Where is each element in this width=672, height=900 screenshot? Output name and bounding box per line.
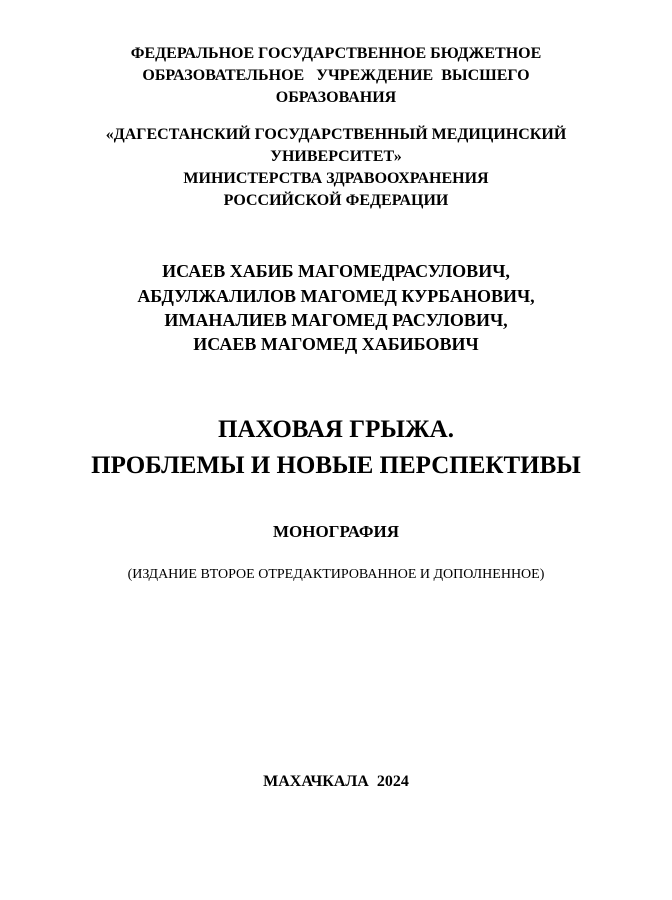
author-2: АБДУЛЖАЛИЛОВ МАГОМЕД КУРБАНОВИЧ, — [137, 286, 535, 306]
institution-line-1: ФЕДЕРАЛЬНОЕ ГОСУДАРСТВЕННОЕ БЮДЖЕТНОЕ — [130, 45, 542, 62]
institution-line-2: ОБРАЗОВАТЕЛЬНОЕ УЧРЕЖДЕНИЕ ВЫСШЕГО — [142, 67, 530, 84]
author-4: ИСАЕВ МАГОМЕД ХАБИБОВИЧ — [193, 334, 479, 354]
ministry-line-2: РОССИЙСКОЙ ФЕДЕРАЦИИ — [223, 192, 449, 209]
title-line-2: ПРОБЛЕМЫ И НОВЫЕ ПЕРСПЕКТИВЫ — [91, 452, 581, 479]
university-line-1: «ДАГЕСТАНСКИЙ ГОСУДАРСТВЕННЫЙ МЕДИЦИНСКИЙ — [105, 126, 567, 143]
author-3: ИМАНАЛИЕВ МАГОМЕД РАСУЛОВИЧ, — [164, 310, 508, 330]
title-line-1: ПАХОВАЯ ГРЫЖА. — [218, 416, 454, 443]
genre-label: МОНОГРАФИЯ — [272, 522, 400, 541]
ministry-line-1: МИНИСТЕРСТВА ЗДРАВООХРАНЕНИЯ — [183, 170, 489, 187]
institution-line-3: ОБРАЗОВАНИЯ — [275, 89, 397, 106]
edition-note: (ИЗДАНИЕ ВТОРОЕ ОТРЕДАКТИРОВАННОЕ И ДОПОЛНЕННОЕ) — [127, 567, 545, 582]
university-line-2: УНИВЕРСИТЕТ» — [270, 148, 402, 165]
author-1: ИСАЕВ ХАБИБ МАГОМЕДРАСУЛОВИЧ, — [162, 261, 510, 281]
imprint-city-year: МАХАЧКАЛА 2024 — [263, 773, 409, 790]
